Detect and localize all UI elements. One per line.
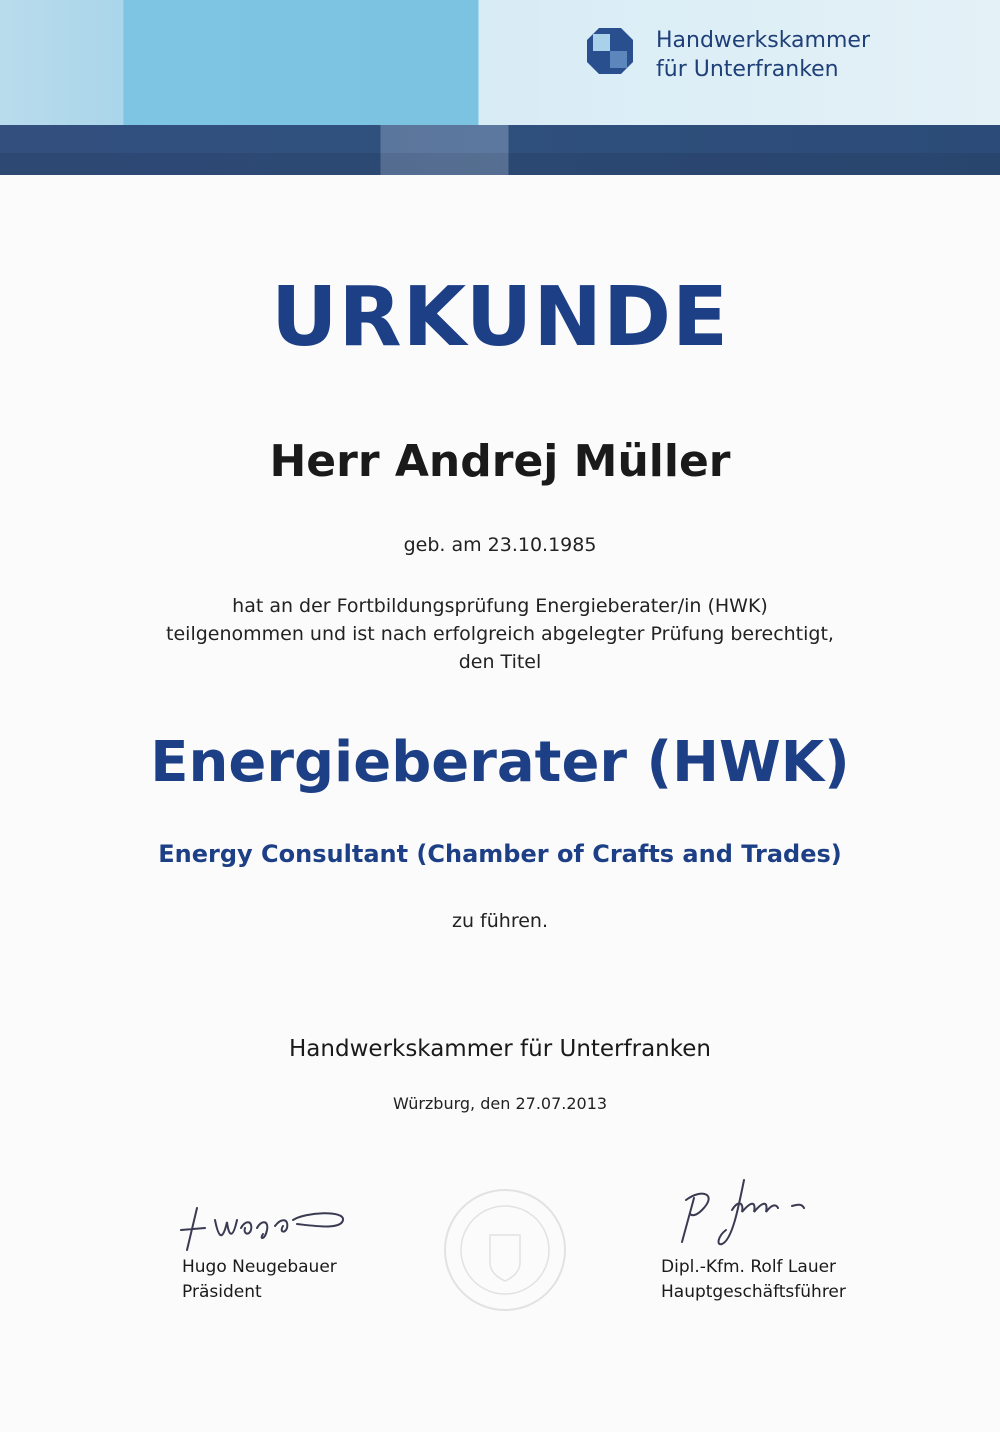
embossed-seal-icon [440, 1185, 570, 1315]
signature-right [661, 1255, 846, 1305]
header-band [0, 125, 1000, 175]
certificate-text [0, 592, 1000, 676]
org-name-line2: für Unterfranken [656, 57, 839, 82]
degree-title: Energieberater (HWK) [150, 730, 850, 795]
recipient-name: Herr Andrej Müller [269, 436, 731, 487]
text-line-3: den Titel [458, 651, 542, 673]
text-line-2: teilgenommen und ist nach erfolgreich abgelegter Prüfung berechtigt, [166, 623, 834, 645]
chamber-logo-icon [585, 26, 635, 76]
org-name [656, 26, 986, 84]
signature-right-image [672, 1170, 842, 1250]
issuer-name: Handwerkskammer für Unterfranken [289, 1036, 711, 1062]
org-name-line1: Handwerkskammer [656, 28, 870, 53]
text-line-1: hat an der Fortbildungsprüfung Energieberater/in (HWK) [232, 595, 768, 617]
signatory-right-role: Hauptgeschäftsführer [661, 1282, 846, 1302]
certificate-title: URKUNDE [270, 270, 730, 365]
signature-left [182, 1255, 337, 1305]
closing-text: zu führen. [452, 910, 548, 932]
signatory-left-name: Hugo Neugebauer [182, 1257, 337, 1277]
signature-left-image [175, 1190, 355, 1256]
signatory-left-role: Präsident [182, 1282, 262, 1302]
degree-title-english: Energy Consultant (Chamber of Crafts and Trades) [158, 840, 842, 868]
signatory-right-name: Dipl.-Kfm. Rolf Lauer [661, 1257, 837, 1277]
place-date: Würzburg, den 27.07.2013 [392, 1094, 608, 1113]
birth-date: geb. am 23.10.1985 [403, 534, 597, 556]
